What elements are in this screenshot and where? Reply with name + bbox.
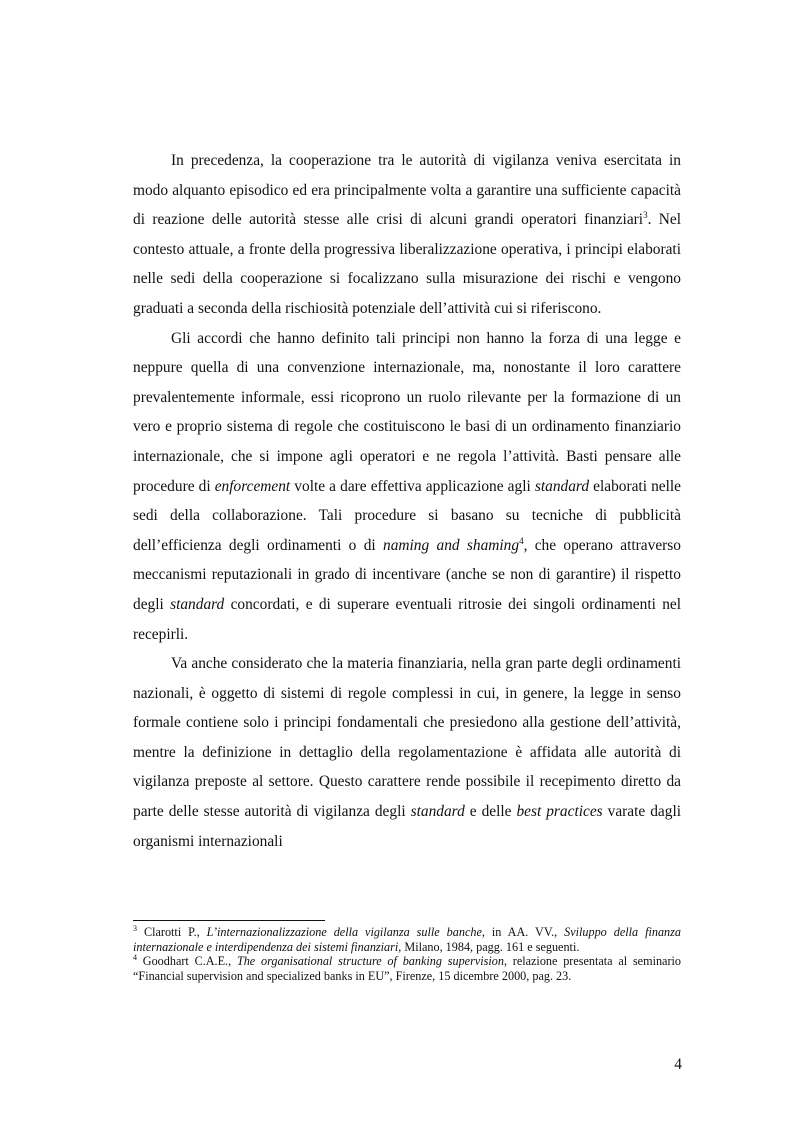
paragraph-3 bbox=[133, 649, 681, 856]
footnote-4 bbox=[133, 954, 681, 983]
text-run: volte a dare effettiva applicazione agli bbox=[290, 477, 535, 495]
italic-run: naming and shaming bbox=[383, 536, 520, 554]
italic-run: standard bbox=[410, 803, 465, 821]
footnote-separator bbox=[133, 920, 325, 921]
italic-run: Sviluppo della finanza internazionale e interdipendenza dei sistemi finanziari bbox=[133, 925, 681, 954]
italic-run: L’internazionalizzazione della vigilanza sulle banche bbox=[206, 925, 482, 939]
text-run: e delle bbox=[464, 803, 517, 821]
italic-run: The organisational structure of banking supervision bbox=[236, 954, 504, 969]
page-number: 4 bbox=[674, 1056, 682, 1073]
footnote-3 bbox=[133, 925, 681, 954]
text-run: elaborati nelle sedi della collaborazione. Tali procedure si basano su tecniche di pubblicità dell’efficienza degli ordinamenti o di bbox=[133, 477, 681, 554]
text-run: Gli accordi che hanno definito tali principi non hanno la forza di una legge e neppure quella di una convenzione internazionale, ma, nonostante il loro carattere prevalentemente informale, essi ricoprono un ruolo rilevante per la formazione di un vero e proprio sistema di regole che costituiscono le basi di un ordinamento finanziario internazionale, che si impone agli operatori e ne regola l’attività. Basti pensare alle procedure di bbox=[133, 329, 681, 495]
text-run: Va anche considerato che la materia finanziaria, nella gran parte degli ordinamenti nazionali, è oggetto di sistemi di regole complessi in cui, in genere, la legge in senso formale contiene solo i principi fondamentali che presiedono alla gestione dell’attività, mentre la definizione in dettaglio della regolamentazione è affidata alle autorità di vigilanza preposte al settore. Questo carattere rende possibile il recepimento diretto da parte delle stesse autorità di vigilanza degli bbox=[133, 655, 681, 821]
italic-run: enforcement bbox=[214, 477, 291, 495]
text-run: , Milano, 1984, pagg. 161 e seguenti. bbox=[398, 939, 580, 954]
paragraph-1 bbox=[133, 146, 681, 324]
italic-run: standard bbox=[534, 477, 590, 495]
footnote-ref: 3 bbox=[133, 923, 137, 933]
body-text bbox=[133, 146, 681, 856]
italic-run: best practices bbox=[516, 803, 603, 821]
text-run: Goodhart C.A.E., bbox=[137, 954, 237, 969]
footnote-ref: 3 bbox=[643, 210, 648, 221]
text-run: , in AA. VV., bbox=[481, 925, 565, 939]
text-run: concordati, e di superare eventuali ritrosie dei singoli ordinamenti nel recepirli. bbox=[133, 595, 681, 643]
text-run: varate dagli organismi internazionali bbox=[133, 803, 681, 850]
text-run: , relazione presentata al seminario “Financial supervision and specialized banks in EU”, Firenze, 15 dicembre 2000, pag. 23. bbox=[133, 954, 682, 983]
paragraph-2 bbox=[133, 324, 681, 650]
text-run: In precedenza, la cooperazione tra le autorità di vigilanza veniva esercitata in modo alquanto episodico ed era principalmente volta a garantire una sufficiente capacità di reazione delle autorità stesse alle crisi di alcuni grandi operatori finanziari bbox=[133, 152, 681, 229]
footnote-ref: 4 bbox=[133, 953, 137, 963]
footnotes bbox=[133, 925, 681, 983]
text-run: . Nel contesto attuale, a fronte della progressiva liberalizzazione operativa, i principi elaborati nelle sedi della cooperazione si focalizzano sulla misurazione dei rischi e vengono graduati a seconda della rischiosità potenziale dell’attività cui si riferiscono. bbox=[133, 211, 681, 317]
italic-run: standard bbox=[170, 595, 225, 613]
text-run: Clarotti P., bbox=[137, 925, 207, 939]
text-run: , che operano attraverso meccanismi reputazionali in grado di incentivare (anche se non di garantire) il rispetto degli bbox=[133, 536, 681, 613]
footnote-ref: 4 bbox=[519, 535, 524, 546]
